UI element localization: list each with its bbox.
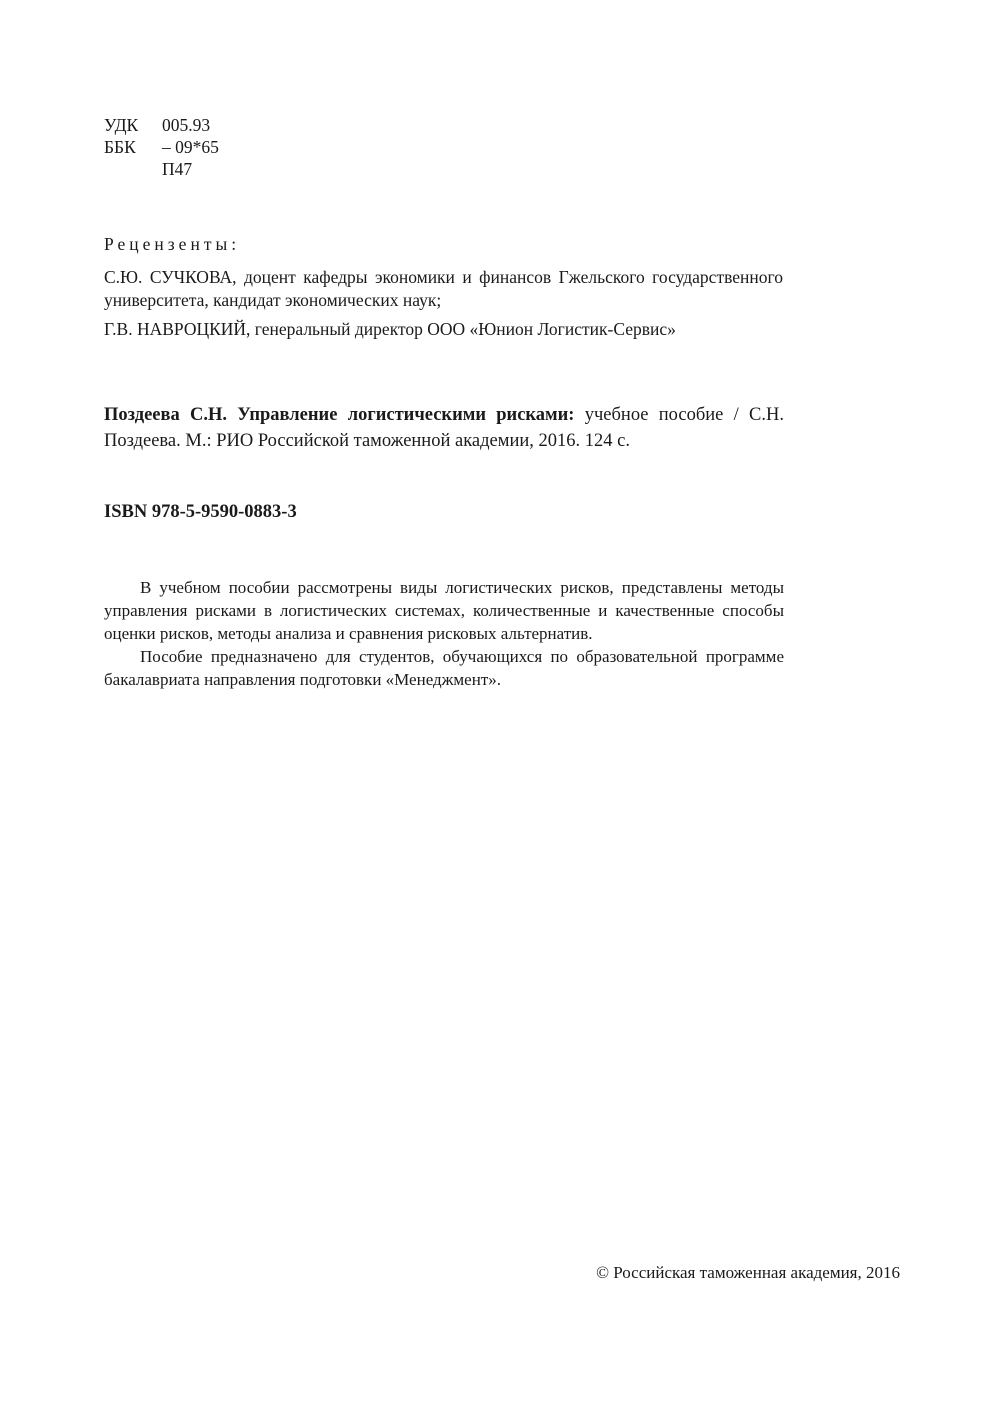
isbn: ISBN 978-5-9590-0883-3 [104, 502, 297, 522]
udk-value: 005.93 [162, 115, 211, 135]
bbk-label: ББК [104, 137, 136, 157]
bbk-row [104, 136, 219, 158]
author-mark: П47 [162, 159, 193, 179]
abstract [104, 576, 784, 691]
abstract-paragraph: Пособие предназначено для студентов, обучающихся по образовательной программе бакалавриата направления подготовки «Менеджмент». [104, 647, 784, 689]
udk-label: УДК [104, 115, 139, 135]
bbk-value: – 09*65 [162, 137, 219, 157]
reviewers-heading: Рецензенты: [104, 234, 241, 254]
copyright-notice: © Российская таможенная академия, 2016 [596, 1263, 900, 1282]
classification-block [104, 114, 219, 180]
reviewer-item: С.Ю. СУЧКОВА, доцент кафедры экономики и финансов Гжельского государственного университета, кандидат экономических наук; [104, 267, 783, 310]
bibliographic-details: учебное пособие / С.Н. Поздеева. М.: РИО Российской таможенной академии, 2016. 124 с. [104, 405, 785, 451]
abstract-paragraph: В учебном пособии рассмотрены виды логистических рисков, представлены методы управления рисками в логистических системах, количественные и качественные способы оценки рисков, методы анализа и сравнения рисковых альтернатив. [104, 578, 784, 643]
bibliographic-record [104, 402, 784, 454]
udk-row [104, 114, 219, 136]
author-mark-row [104, 158, 219, 180]
bibliographic-author-title: Поздеева С.Н. Управление логистическими рисками: [104, 405, 575, 425]
reviewer-item: Г.В. НАВРОЦКИЙ, генеральный директор ООО «Юнион Логистик-Сервис» [104, 319, 676, 339]
